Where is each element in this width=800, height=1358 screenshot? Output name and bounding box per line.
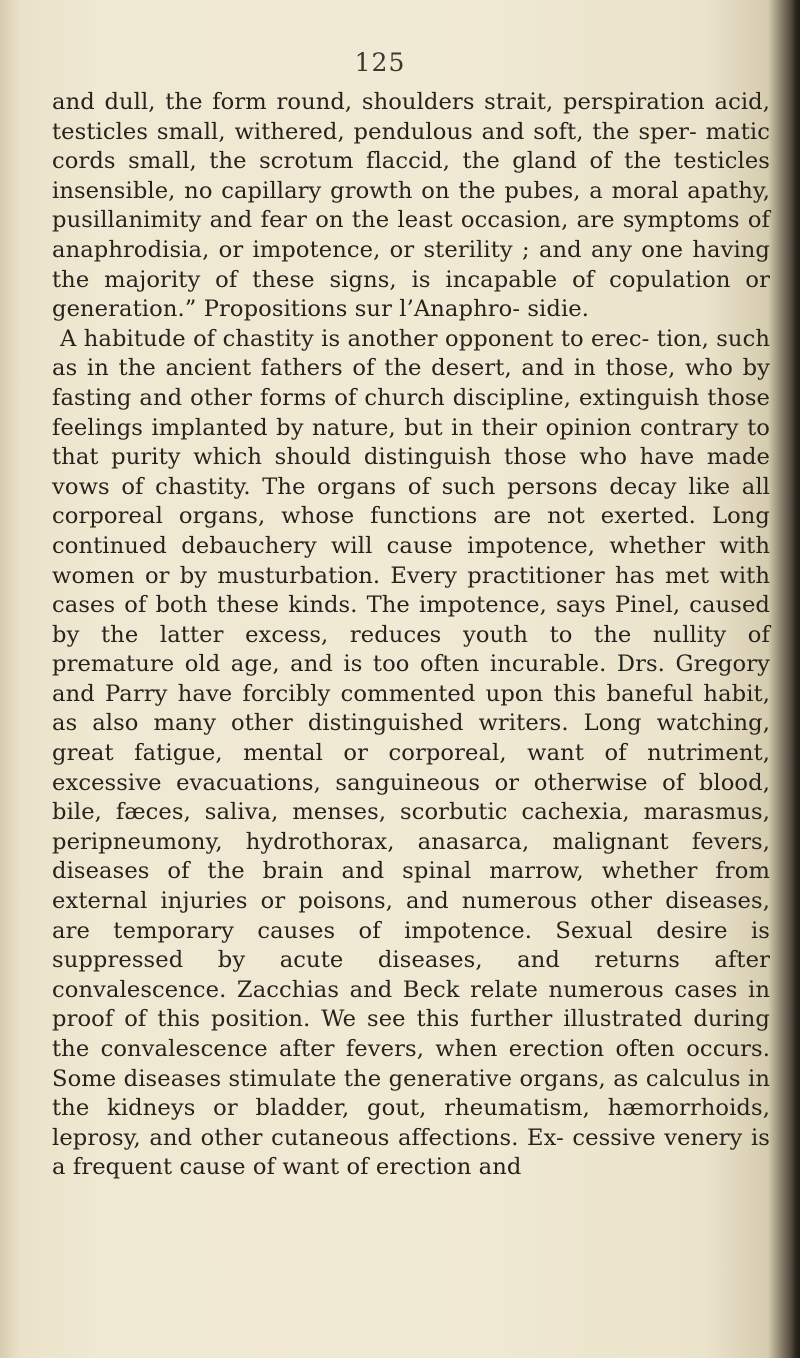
text-line: are symptoms of anaphrodisia, or impotence, or sterility ; [52, 207, 770, 263]
text-line: during the convalescence after fevers, when erection often [52, 1006, 770, 1062]
body-text [52, 88, 770, 1183]
text-line: impotence, whether with women or by musturbation. Every [52, 532, 770, 589]
text-line: writers. Long watching, great fatigue, mental or corporeal, [52, 710, 770, 767]
text-line: cachexia, marasmus, peripneumony, hydrothorax, anasarca, [52, 799, 770, 855]
page-edge-shadow [790, 0, 800, 1358]
text-line: convalescence. Zacchias and Beck relate numerous cases in [52, 976, 770, 1003]
text-line: other diseases, are temporary causes of impotence. Sexual [52, 888, 770, 944]
text-line: a moral apathy, pusillanimity and fear on the least occasion, [52, 177, 770, 234]
text-line: extinguish those feelings implanted by nature, but in their [52, 384, 770, 441]
text-line: tion, such as in the ancient fathers of the desert, and in [52, 325, 770, 382]
text-line: incurable. Drs. Gregory and Parry have forcibly commented [52, 651, 770, 707]
paragraph-1 [52, 88, 770, 325]
text-line: cessive venery is a frequent cause of want of erection and [52, 1124, 770, 1181]
text-line: desire is suppressed by acute diseases, and returns after [52, 917, 770, 974]
text-line: such persons decay like all corporeal organs, whose functions [52, 473, 770, 530]
text-line: impotence, says Pinel, caused by the latter excess, reduces [52, 592, 770, 648]
text-line: occurs. Some diseases stimulate the generative organs, as [52, 1036, 770, 1092]
text-line: A habitude of chastity is another opponent to erec- [60, 325, 650, 352]
text-line: sidie. [527, 296, 590, 323]
text-line: those, who by fasting and other forms of church discipline, [52, 355, 771, 411]
text-line: hæmorrhoids, leprosy, and other cutaneous affections. Ex- [52, 1095, 770, 1151]
text-line: practitioner has met with cases of both these kinds. The [52, 562, 770, 619]
text-line: otherwise of blood, bile, fæces, saliva, menses, scorbutic [52, 769, 770, 826]
text-line: of copulation or generation.” Propositions sur l’Anaphro- [52, 266, 770, 323]
text-line: youth to the nullity of premature old age, and is too often [52, 621, 770, 678]
text-line: opinion contrary to that purity which should distinguish [52, 414, 770, 471]
text-line: whether from external injuries or poisons, and numerous [52, 858, 770, 915]
text-line: want of nutriment, excessive evacuations, sanguineous or [52, 740, 770, 796]
page-number: 125 [354, 48, 406, 77]
text-line: are not exerted. Long continued debauchery will cause [52, 503, 770, 559]
text-line: acid, testicles small, withered, pendulous and soft, the sper- [52, 89, 770, 145]
paragraph-2 [52, 325, 770, 1183]
text-line: proof of this position. We see this further illustrated [52, 1006, 683, 1033]
text-line: and dull, the form round, shoulders strait, perspiration [52, 89, 705, 115]
text-line: those who have made vows of chastity. The organs of [52, 444, 770, 500]
text-line: and any one having the majority of these signs, is incapable [52, 236, 771, 293]
text-line: testicles insensible, no capillary growth on the pubes, [52, 148, 770, 204]
text-line: matic cords small, the scrotum flaccid, the gland of the [52, 118, 770, 175]
page-margin-shadow [0, 0, 20, 1358]
text-line: malignant fevers, diseases of the brain and spinal marrow, [52, 828, 770, 885]
text-line: upon this baneful habit, as also many other distinguished [52, 680, 770, 737]
text-line: calculus in the kidneys or bladder, gout, rheumatism, [52, 1065, 770, 1122]
